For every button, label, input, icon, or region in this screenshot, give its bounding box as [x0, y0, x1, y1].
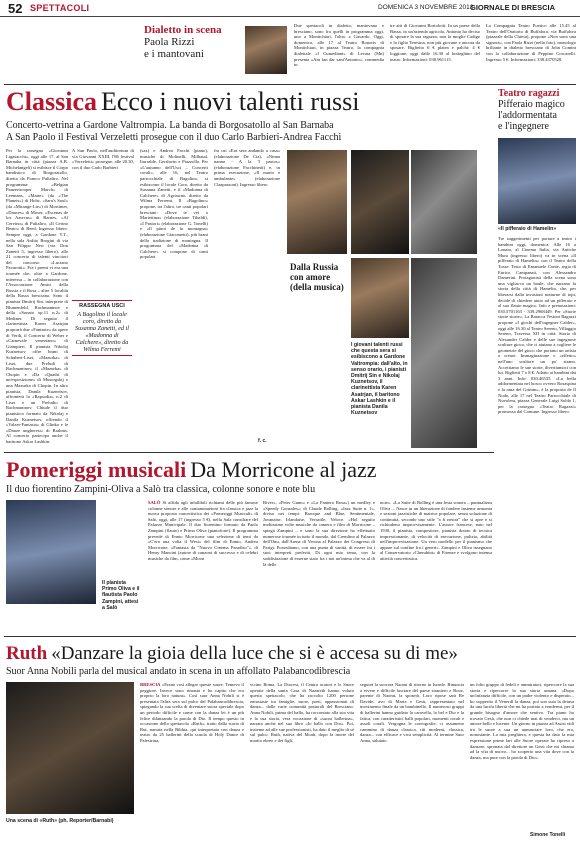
pomeriggi-subhead: Il duo fiorentino Zampini-Oliva a Salò tra classica, colonne sonore e note blu	[6, 484, 316, 495]
pomeriggi-label: Pomeriggi musicali	[6, 457, 187, 482]
ruth-dateline: BRESCIA	[140, 682, 161, 687]
pomeriggi-headline: Da Morricone al jazz	[190, 457, 377, 482]
photo-danila-kuznetsov	[411, 258, 477, 448]
top-story-kicker: Dialetto in scena	[144, 24, 222, 36]
teatro-ragazzi-title-1: Pifferaio magico	[498, 99, 565, 110]
pifferaio-caption: «Il pifferaio di Hamelin»	[498, 226, 557, 232]
top-story-col3: La Compagnia Teatro Poetico alle 15.45 al Teatro dell'Oratorio di Buffalora, via Buffalora (piazzale della Chiesa), propone «Non sono una signora», con Paola Rizzi (nella foto), monologo brillante in dialetto bresciano di John Comini con la collaborazione di Peppino Coscarelli. Ingresso 5 €. Informazioni: 338.4370528.	[486, 23, 576, 62]
russia-caption-head-3: (della musica)	[290, 282, 344, 292]
classica-headline: Ecco i nuovi talenti russi	[101, 87, 360, 116]
sidebar-label: RASSEGNA USCI	[79, 303, 125, 309]
page-number: 52	[8, 1, 23, 16]
ruth-headline-block	[6, 640, 578, 668]
classica-col3: (sax) e Andrea Facchi (piano), musiche di Molinelli, Milhaud, Iturralde, Gershwin e Piazzolla. Per «L'autunno dell'Usci – Concerti corali», alle 16, nel Teatro parrocchiale di Bagolino, si esibiscono il locale Coro, diretto da Susanna Zanetti, e il «Madonna di Calchere» di Agrissino, diretto da Wilma Ferremi. Il «Bagolino» propone, tra l'altro, tre canti popolari bresciani: «Dove te vet o Mariettina» (elaborazione Tibaldi), «I Pastori» (elaborazione G. Tonelli) e «Il pärot de la montagna» (elaborazione Giacometti), più brani della tradizione di montagna. Il programma del «Madonna di Calchere» si compone di canti popolari	[140, 148, 208, 260]
classica-col1: Per la rassegna «Giovanni Ligasacchi», oggi alle 17, al San Barnaba in città (piazza A.B. Michelangeli) si esibisce il Corpo bandistico di Borgosatollo, diretto da Franco Pulialtro. Nel programma: «Belgian Panzertrooper March» di Leemans, «Marte» (da «The Planets») di Holst, «Saru's Soul» (da «Mirange-Lie») di Mortimer, «Dances» di Moser, «Escenas de los Aztecas» di Barnes, «Al Cervino» di Pulialtro, «Il Cerino Beato» di Reed, Ingresso libero. Sempre oggi, a Gardone V.T., nella sala Ardito Brogini di via San Filippo Neri (via Don Zanetti 5, ingresso libero), alle 21 concerto di talenti vincitori del concorso «Luciano Pavarotti». Fra i premi vi era una tournée che, oltre a Gardone, interessa – in collaborazione con l'Associazione Amici della Russia e il Rosa – altre 5 località della Bassa bresciana. Sono il pianista Dmitrij Sin, interprete di Blumenfeld, Rachmaninov e della «Sonata op.11 n.2» di Medtner. Di seguito il clarinettista Karen Asatrjan proporrà due «Fantasie» da opere di Verdi, il Concerto di Weber e «Carnevale veneziano» di Giampieri. Il pianista Nikolaj Kuznetsov offre brani di Schubert-Liszt, «Mazurka» di Liszt, due Preludi di Rachmaninov, il «Mazurka» di Chopin e «Da «Quadri di un'esposizione» di Musorgskij e una Mazurka di Chopin. In altro pianista, Danila Kuznetsov, affronterà la «Rapsodia» n.2 di Liszt e un Preludio di Rachmaninov. Chiude il duo pianistico formato da Nikolaj e Danila Kuznetsov, offrendo il «Valzer-Fantasia» di Glinka e le «Danze ungheresi» di Brahms. Al concerto partecipa anche il baritono Askar Lashkin.	[6, 148, 69, 444]
pomeriggi-headline-block	[6, 456, 496, 484]
pomeriggi-col1	[148, 500, 258, 562]
teatro-ragazzi-kicker: Teatro ragazzi	[498, 88, 560, 99]
ruth-col1	[140, 682, 244, 744]
divider	[4, 84, 576, 85]
classica-subhead-2: A San Paolo il Festival Verzeletti prosegue con il duo Carlo Barbieri-Andrea Facchi	[6, 132, 342, 143]
section-name: SPETTACOLI	[30, 3, 90, 13]
ruth-col2: vicino Roma. La Diocesi, il Centro oratori e le Suore operaie della santa Casa di Nazareth hanno voluto questo spettacolo, che ha raccolto 1200 persone entusiaste tra famiglie, suore, preti, appassionati di danza... dalle varie comunità pastorali del Bresciano. Anna Nobili, prima del ballo, ha raccontato alla suo vita e la sua storia, vera vocazione di «suora ballerina», narrata anche nel suo libro «Io ballo con Dio». Poi, insieme ad alle sue professionisti, ha dato il meglio di sé sul palco. Ruth, nativa del Moab, dopo la morte del marito ebreo e dei figli,	[250, 682, 354, 743]
zampini-oliva-photo	[6, 500, 96, 604]
ruth-subhead: Suor Anna Nobili parla del musical andato in scena in un affollato Palabancodibrescia	[6, 666, 351, 677]
classica-col4: fra cui «Era sera andando a casa» (elaborazione De Cia), «Ninna nanna - A la 'I pastos» (elaborazione Facchinetti) e, in prima esecuzione, «Il mario e ambulante» (elaborazione Claapassoni). Ingresso libero.	[214, 148, 280, 187]
russia-caption-head-2: con amore	[290, 272, 331, 282]
ruth-signature: Simone Tonelli	[530, 832, 566, 838]
divider	[4, 452, 494, 453]
russia-caption-head-1: Dalla Russia	[290, 262, 339, 272]
teatro-ragazzi-head	[498, 88, 576, 132]
ruth-label: Ruth	[6, 643, 48, 664]
pomeriggi-col2: River», «Peter Gunn» e «La Pantera Rosa») un medley e «Speedy Gonzales»; di Claude Bolling, «Jazz Suite n. 1», divisa nei tempi: Baroque and Blue, Sentimentale, Javanaise, Irlandaise, Versatile, Veloce. «Hol seguito moltissime volte musiche da camera e film di Morricone – spiega Zampini – e sono la sua direzione ho effettuato numerose tournée in tutto il mondo, dal Cremlino al Palazzo dell'Onu, dall'Arena di Verona al Palazzo dei Congressi di Parigi. Possediamo, con una punta di vanità, di essere fra i suoi interpreti preferiti. Di ogni mio tema, con la soddisfazione di esserne stato fra i noi un'intesa che va al di là delle	[263, 500, 375, 567]
ruth-headline: «Danzare la gioia della luce che si è accesa su di me»	[51, 643, 458, 664]
photo-karen-asatrjan	[351, 150, 409, 254]
classica-sidebar	[72, 300, 132, 356]
photo-askar-lashkin	[351, 258, 409, 338]
page-header	[0, 0, 580, 17]
top-story-title-2: e i mantovani	[144, 48, 204, 60]
pifferaio-photo	[498, 138, 576, 224]
teatro-ragazzi-text: Tre suggerimenti per portare a teatro i bambini oggi, domenica. Alle 16 a Lonato, al Cinema Italia, via Antiche Mura (ingresso libero) va in scena «Il pifferaio di Hamelin» con il Teatro della Tosse. Testo di Emanuele Conte, regia di Enrico Campanati, con Alessandro Damerini. Protagonisti della scena sono una vigliacca un baule, che narrano la storia della città di Hamelin, che, per liberarsi dalla invasioni notturne di topi, decide di chiedere aiuto ad un pifferaio e al suo flauto magico. Info e prenotazioni: 030.5701163 - 339.2968449. Per «Storie storie storie», La Baracca Testoni Ragazzi propone «I giochi dell'ingegner Calder», oggi alle 16.30 al Teatro Sereno, Villaggio Sereno, Traversa XII in città. Storia di Alexander Calder e delle sue ingegnose sculture gioco, che ci aiutano a cogliere le geometrie del gioco che portano un artista a creare. Immaginazione e «effetto» nell'uno scultore un po' strano. Accettiamo le sue storie, divertiamoci con lui. Biglietti 7 o 8 €. Adatto ai bambini dai 3 anni. Info: 030.46535. «La bella addormentata nel bosco ovvero Rosaspina e la rana del Grimm», è la proposta de Il Nodo, alle 17 nel Teatro Parrocchiale di Nuvolera, piazza Generale Luigi Soldo 1, per la rassegna «Teatro Ragazzi» promossa dal Comune. Ingresso libero.	[498, 236, 576, 415]
classica-signature: f. c.	[258, 438, 267, 444]
classica-subhead-1: Concerto-vetrina a Gardone Valtrompia. La banda di Borgosatollo al San Barnaba	[6, 120, 334, 131]
classica-col2: A San Paolo, nell'auditorium di via Giovanni XXIII, l'86 festival «Verzeletti» prosegue, alle 20.30, con il duo Carlo Barbieri	[72, 148, 134, 170]
ruth-photo	[6, 682, 134, 814]
pomeriggi-col1-text: Si affida agli infallibili richiami delle più famose colonne sonore e alle contaminazioni fra classica e jazz la nuova proposta concertistica dei «Pomeriggi Musicali» di Salò, oggi, alle 17 (ingresso 5 €), nella Sala consiliare del Palazzo Municipale. Il duo fiorentino formato da Paolo Zampini (flauto) e Primo Oliva (pianoforte). Il programma prevede di Ennio Morricone una selezione di temi da «C'era una volta il West» del film di Ennio, Andrea Morricone, «Fantasia da "Nuovo Cinema Paradiso"», di Henry Mancini (autore di canzoni di successo e di celebri musiche da film, come «Moon	[148, 500, 258, 561]
pomeriggi-dateline: SALÒ	[148, 500, 161, 505]
top-story-title-1: Paola Rizzi	[144, 36, 195, 48]
paola-rizzi-photo	[245, 26, 287, 74]
classica-headline-block	[6, 88, 496, 116]
sidebar-text: A Bagolino il locale coro, diretto da Susanna Zanetti, ed il «Madonna di Calchere», diretto da Wilma Ferremi	[75, 311, 129, 353]
issue-date: DOMENICA 3 NOVEMBRE 2013	[378, 4, 474, 11]
ruth-photo-caption: Una scena di «Ruth» (ph. Reporter/Barnabi)	[6, 818, 114, 824]
russia-caption	[290, 262, 348, 292]
classica-label: Classica	[6, 87, 97, 116]
ruth-col3: seguirà la suocera Naomi di ritorno in Israele. Rinuncia a vivere e difficile lasciare del paese straniero e Booz, parente di Naomi, la sposerà. Loro ripose sarà Re Davide, avo di Maria e Gesù, rappresentato nel movimento finale da un bambinello. Il numeroso gruppi di ballerini hanno guidato la caravella, lo bel e Dio e la fatica, con caratteristici balli popolari, momenti corali e assoli corali. Vergogna le coreografie, ci assumeno cammino di danza classica, riti moderni, classica, danza... con efficace e viva semplicità. Al termine Suor Anna, salutato	[360, 682, 464, 743]
pomeriggi-col3: note». «La Suite di Bolling è una festa sonora – puntualizza Oliva –. Nasce in un liberazione di fondere insieme armonia e sezioni jazzistiche di matrice popolare, senza soluzione di continuità, secondo uno stile "a fi nestra" che si apre e si richiudono improvvisamente. L'autore francese, nato nel 1930, il pianista, compositore, pianista dotato di tecnica impressionante, di velocità di esecuzione, pulizia, abilità nell'improvvisazione. Un vero modello per il pianismo che appare sul confine fra i generi». Zampini e Oliva insegnano al Conservatorio «Cherubini» di Firenze e svolgono intensa attività concertistica.	[380, 500, 492, 561]
top-story-col2: tre atti di Giovanni Bortolotti. In un paese della Bassa, in un'azienda agricola, Antonio ha deciso di sposare la sua ragazza, non la moglie Cadige e la figlia Teresina, non più giovane e ancora da sposare. Biglietto 6 € platea e palchi; 4 € loggione; oggi dalle 16.30 al botteghino del teatro. Informazioni: 030.961115.	[390, 23, 480, 62]
ruth-col4: un folto gruppo di fedeli e ammiratori, ripercorre la sua storia e ripercorre la sua storia umana. «Dopo un'infanzia difficile, con un padre violento e disperato... ho sopperito il Venerdì la danza, poi son suta la deiusa da una lucifu libertà che mi ha portato a vendermi, per il grande bisogno d'amore che sentivo. Tra piano ho trovato Gesù, che non ci chiede mai di venderci, ma un amore bello e lucente. Un giorno in piazza ad Assisi vidi tra le suore a sua un annunciare loro, che era, nonostante. La mia preghiera, e questa ha dato la mia espressione prime lari alle Suore operaie ho ripreso a danzare, spronata dal direttore un Gesù che mi chiama ad la vita di nuovo... ho scoperto una vita dove con la danza, ma pure con la parola di Dio».	[470, 682, 574, 760]
pomeriggi-photo-caption: Il pianista Primo Oliva e il flautista Paolo Zampini, attesi a Salò	[102, 580, 140, 611]
teatro-ragazzi-title-3: e l'ingegnere	[498, 121, 549, 132]
ruth-col1-text: «Erano così allegre queste suore. Temevo il peggiore. Invece sono rimasta e ho capito che era proprio la loro natura». Così suor Anna Nobili si è presentata l'altra sera sul palco del Palabancodibrescia, spiegando la sua scelta di diventare suora speciale dopo un periodo difficile e come con la danza lei è un più felice dilanzando la parola di Dio. Il tempo questo in occasione dello spettacolo «Ruth», tratto dalla storia di Rut, narrata nella Bibbia, qui interpretata con danza e teatro da 25 ballerini della scuola di Holy Dance di Palestrina,	[140, 682, 244, 743]
teatro-ragazzi-title-2: l'addormentata	[498, 110, 557, 121]
newspaper-name: GIORNALE DI BRESCIA	[470, 3, 556, 12]
divider	[4, 636, 576, 637]
photo-dmitrij-sin	[287, 150, 347, 254]
russia-caption-text: I giovani talenti russi che questa sera si esibiscono a Gardone Valtrompia: dall'alto, in senso orario, i pianisti Dmitrij Sin e Nikolaj Kuznetsov, il clarinettista Karen Asatrjan, il baritono Askar Lashkin e il pianista Danila Kuznetsov	[351, 342, 408, 417]
top-story-col1: Due spettacoli in dialetto, mantovano e bresciano, sono fra quelli in programma oggi, uno a Montichiari, l'altro a Gavardo. Oggi, domenica, alle 17 al Teatro Bonoris di Montichiari, in piazza Teatro, la compagnia dialettale «I Cumediant» di Levata (Mn) presenta «Am fan dar sant'Antonio», commedia in	[294, 23, 384, 68]
photo-nikolaj-kuznetsov	[411, 150, 477, 254]
